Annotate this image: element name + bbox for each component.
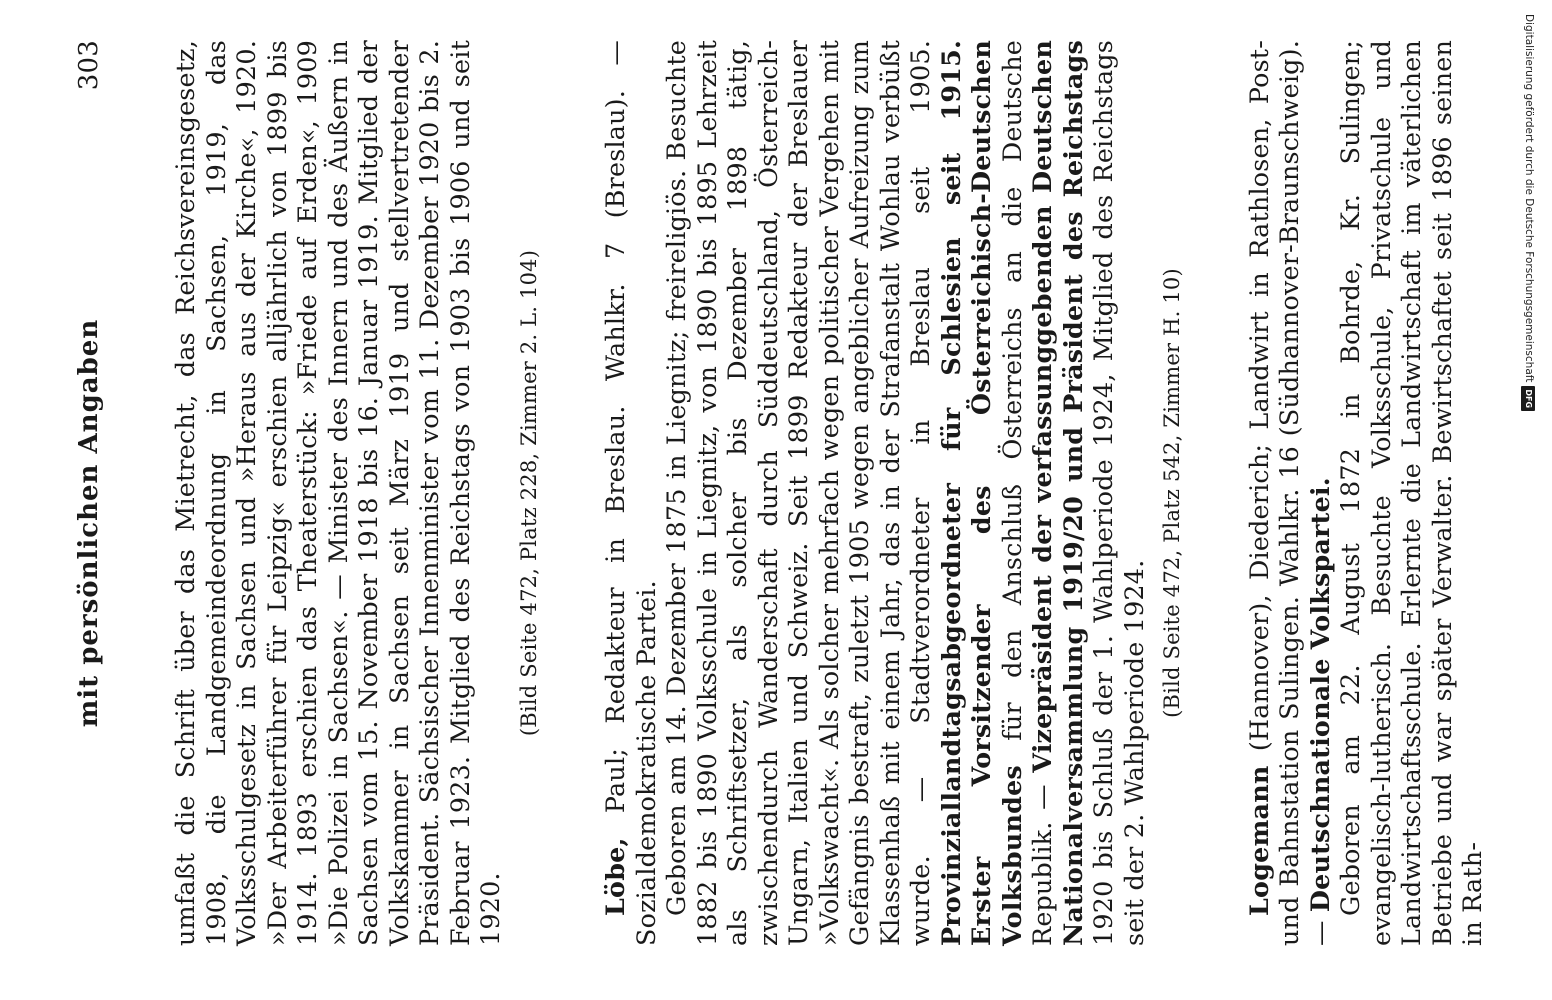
entry-body-text: 1920 bis Schluß der 1. Wahlperiode 1924, Mitglied des Reichstags seit der 2. Wahlperiode 1924.	[1088, 40, 1149, 946]
entry-heading-text: Paul; Redakteur in Breslau. Wahlkr. 7 (Breslau). — Sozialdemokratische Partei.	[600, 40, 661, 946]
page-number: 303	[74, 40, 104, 91]
continuation-paragraph: umfaßt die Schrift über das Mietrecht, das Reichsvereinsgesetz, 1908, die Landgemeindeordnung in Sachsen, 1919, das Volksschulgesetz in Sachsen und »Heraus aus der Kirche«, 1920. »Der Arbeiterführer für Leipzig« erschien alljährlich von 1899 bis 1914. 1893 erschien das Theaterstück: »Friede auf Erden«, 1909 »Die Polizei in Sachsen«. — Minister des Innern und des Äußern in Sachsen vom 15. November 1918 bis 16. Januar 1919. Mitglied der Volkskammer in Sachsen seit März 1919 und stellvertretender Präsident. Sächsischer Innenminister vom 11. Dezember 1920 bis 2. Februar 1923. Mitglied des Reichstags von 1903 bis 1906 und seit 1920.	[170, 40, 505, 946]
entry-body: Geboren am 22. August 1872 in Bohrde, Kr. Sulingen; evangelisch-lutherisch. Besuchte Volksschule, Privatschule und Landwirtschaftsschule. Erlernte die Landwirtschaft im väterlichen Betriebe und war später Verwalter. Bewirtschaftet seit 1896 seinen in Rath-	[1335, 40, 1487, 946]
entry-body-bold: Vizepräsident der verfassunggebenden Deutschen Nationalversammlung 1919/20 und Präsident des Reichstags	[1027, 40, 1088, 946]
dfg-logo: DFG	[1521, 386, 1535, 411]
entry-party: Deutschnationale Volkspartei.	[1304, 477, 1335, 913]
entry-heading-text: (Hannover), Diederich; Landwirt in Rathlosen, Post- und Bahnstation Sulingen. Wahlkr. 16 (Südhannover-Braunschweig). —	[1243, 40, 1335, 946]
entry-body	[661, 40, 1149, 946]
continuation-section	[170, 40, 544, 946]
image-reference: (Bild Seite 472, Platz 542, Zimmer H. 10)	[1160, 268, 1184, 718]
image-reference: (Bild Seite 472, Platz 228, Zimmer 2. L. 104)	[516, 249, 541, 737]
page-header	[74, 40, 134, 946]
entry-name: Löbe,	[600, 837, 630, 916]
entry-heading	[600, 40, 661, 946]
digitization-note-text: Digitalisierung gefördert durch die Deutsche Forschungsgemeinschaft	[1523, 14, 1535, 383]
entry-body-bold: Provinziallandtagsabgeordneter für Schlesien seit 1915. Erster Vorsitzender des Österreichisch-Deutschen Volksbundes	[935, 40, 1027, 946]
entry-body-text: Geboren am 14. Dezember 1875 in Liegnitz; freireligiös. Besuchte 1882 bis 1890 Volksschule in Liegnitz, von 1890 bis 1895 Lehrzeit als Schriftsetzer, als solcher bis Dezember 1898 tätig, zwischendurch Wanderschaft durch Süddeutschland, Österreich-Ungarn, Italien und Schweiz. Seit 1899 Redakteur der Breslauer »Volkswacht«. Als solcher mehrfach wegen politischer Vergehen mit Gefängnis bestraft, zuletzt 1905 wegen angeblicher Aufreizung zum Klassenhaß mit einem Jahr, das in der Strafanstalt Wohlau verbüßt wurde. — Stadtverordneter in Breslau seit 1905.	[661, 40, 935, 946]
digitization-note	[1522, 14, 1536, 1000]
entry-body-text: für den Anschluß Österreichs an die Deutsche Republik. —	[996, 40, 1057, 946]
entry-loebe	[600, 40, 1188, 946]
entry-name: Logemann	[1243, 765, 1274, 916]
running-head: mit persönlichen Angaben	[74, 318, 104, 728]
entry-heading	[1244, 40, 1336, 946]
entry-logemann	[1244, 40, 1488, 946]
